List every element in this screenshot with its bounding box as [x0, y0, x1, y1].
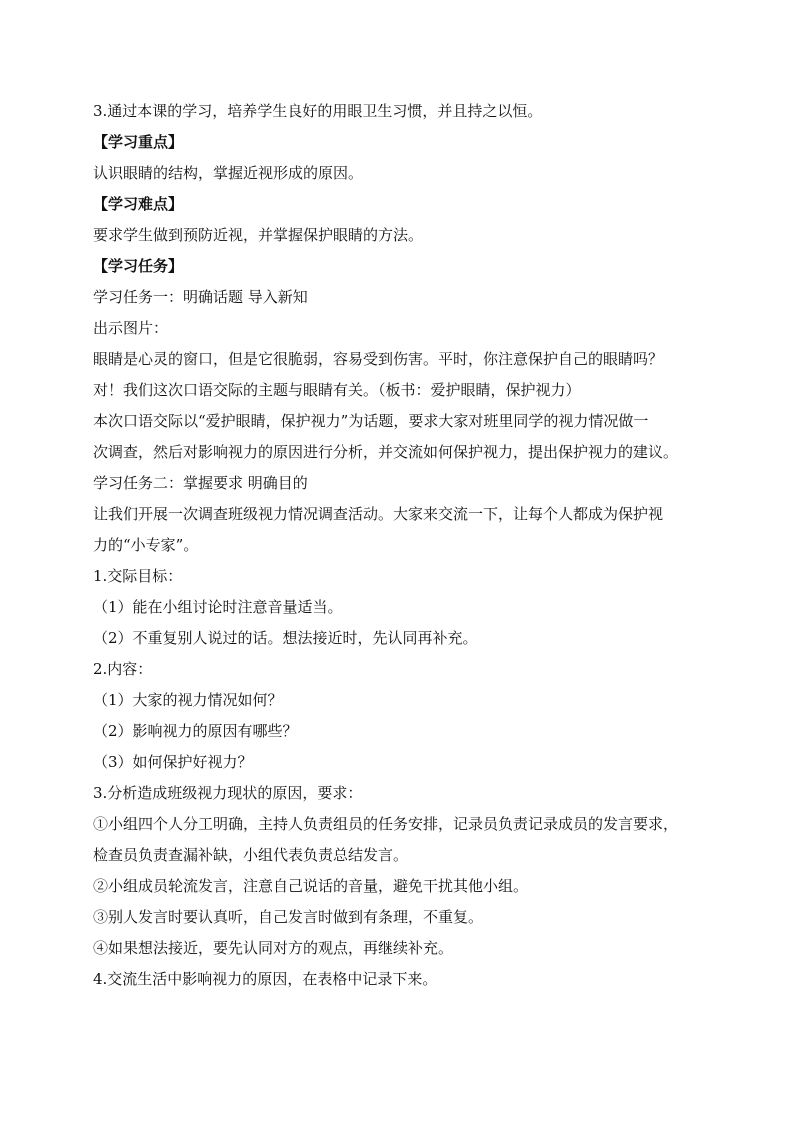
doc-line: 学习任务一：明确话题 导入新知 [93, 288, 308, 306]
doc-line: 4.交流生活中影响视力的原因，在表格中记录下来。 [93, 970, 438, 988]
document-page [93, 96, 713, 995]
doc-line: ②小组成员轮流发言，注意自己说话的音量，避免干扰其他小组。 [93, 877, 529, 895]
doc-line: 对！我们这次口语交际的主题与眼睛有关。（板书：爱护眼睛，保护视力） [93, 381, 581, 399]
doc-line: 3.分析造成班级视力现状的原因，要求： [93, 784, 363, 802]
doc-line: 认识眼睛的结构，掌握近视形成的原因。 [93, 164, 364, 182]
doc-line: （1）能在小组讨论时注意音量适当。 [93, 598, 343, 616]
doc-line: 本次口语交际以“爱护眼睛，保护视力”为话题，要求大家对班里同学的视力情况做一 [93, 412, 649, 430]
section-heading: 【学习难点】 [93, 195, 184, 213]
section-heading: 【学习任务】 [93, 257, 184, 275]
doc-line: ④如果想法接近，要先认同对方的观点，再继续补充。 [93, 939, 454, 957]
doc-line: （2）不重复别人说过的话。想法接近时，先认同再补充。 [93, 629, 478, 647]
doc-line: （2）影响视力的原因有哪些？ [93, 722, 298, 740]
doc-line: 让我们开展一次调查班级视力情况调查活动。大家来交流一下，让每个人都成为保护视 [93, 505, 664, 523]
doc-line: ①小组四个人分工明确，主持人负责组员的任务安排，记录员负责记录成员的发言要求， [93, 815, 679, 833]
doc-line: 次调查，然后对影响视力的原因进行分析，并交流如何保护视力，提出保护视力的建议。 [93, 443, 679, 461]
doc-line: 3.通过本课的学习，培养学生良好的用眼卫生习惯，并且持之以恒。 [93, 102, 543, 120]
doc-line: 检查员负责查漏补缺，小组代表负责总结发言。 [93, 846, 409, 864]
section-heading: 【学习重点】 [93, 133, 184, 151]
doc-line: 要求学生做到预防近视，并掌握保护眼睛的方法。 [93, 226, 424, 244]
doc-line: （1）大家的视力情况如何？ [93, 691, 283, 709]
doc-line: 出示图片： [93, 319, 169, 337]
doc-line: 1.交际目标： [93, 567, 183, 585]
doc-line: 2.内容： [93, 660, 153, 678]
doc-line: 力的“小专家”。 [93, 536, 199, 554]
doc-line: 眼睛是心灵的窗口，但是它很脆弱，容易受到伤害。平时，你注意保护自己的眼睛吗？ [93, 350, 664, 368]
doc-line: 学习任务二：掌握要求 明确目的 [93, 474, 308, 492]
doc-line: ③别人发言时要认真听，自己发言时做到有条理，不重复。 [93, 908, 484, 926]
doc-line: （3）如何保护好视力？ [93, 753, 253, 771]
